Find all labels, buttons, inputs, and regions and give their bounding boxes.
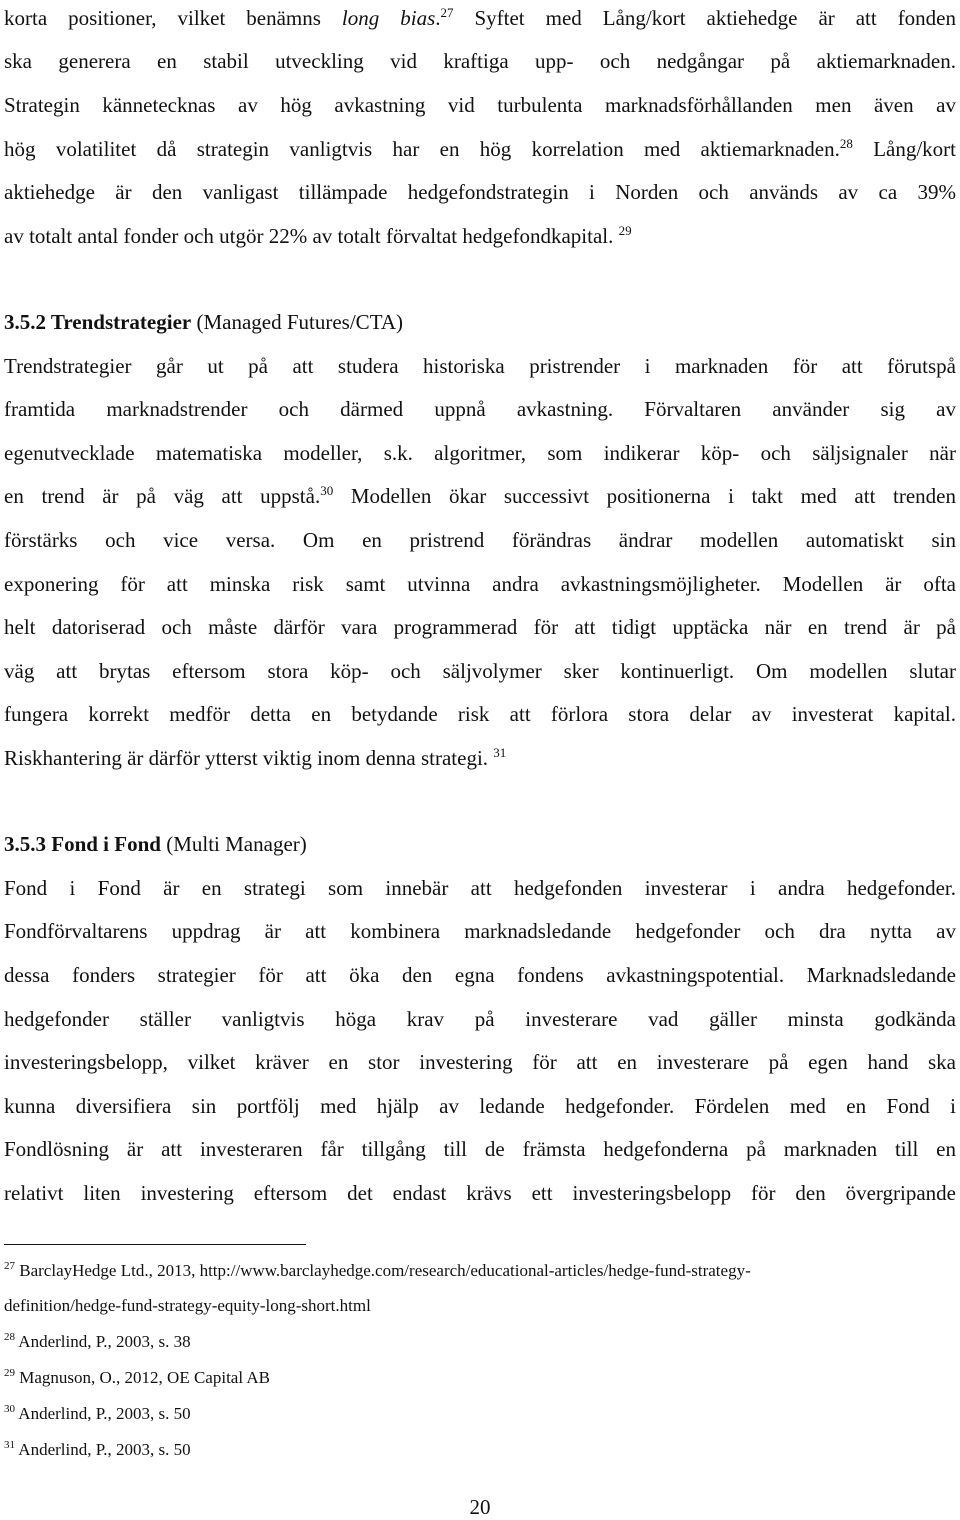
text-line: förstärks och vice versa. Om en pristrend förändras ändrar modellen automatiskt sin <box>4 528 956 552</box>
footnote-ref-28: 28 <box>839 136 853 151</box>
text-line: korta positioner, vilket benämns long bias.$^{27}$ Syftet med Lång/kort aktiehedge är att fonden <box>4 5 957 30</box>
section-heading-subtitle: (Multi Manager) <box>160 832 307 856</box>
text-line: Fondlösning är att investeraren får tillgång till de främsta hedgefonderna på marknaden till en <box>4 1137 956 1161</box>
section-heading-3-5-2 <box>4 309 956 335</box>
text-line: Fondförvaltarens uppdrag är att kombinera marknadsledande hedgefonder och dra nytta av <box>4 919 956 943</box>
text-line: egenutvecklade matematiska modeller, s.k. algoritmer, som indikerar köp- och säljsignaler när <box>4 441 956 465</box>
footnote-28: $^{28}$ Anderlind, P., 2003, s. 38 <box>4 1331 191 1351</box>
text-line: relativt liten investering eftersom det endast krävs ett investeringsbelopp för den övergripande <box>4 1181 956 1205</box>
footnote-ref-31: 31 <box>493 745 507 760</box>
footnote-ref-29: 29 <box>618 223 632 238</box>
text-line: exponering för att minska risk samt utvinna andra avkastningsmöjligheter. Modellen är ofta <box>4 572 956 596</box>
text-line: ska generera en stabil utveckling vid kraftiga upp- och nedgångar på aktiemarknaden. <box>4 49 956 73</box>
footnote-ref-30: 30 <box>320 483 334 498</box>
text-line: aktiehedge är den vanligast tillämpade hedgefondstrategin i Norden och används av ca 39% <box>4 180 956 204</box>
footnote-number: 30 <box>4 1403 15 1415</box>
footnote-number: 31 <box>4 1439 15 1451</box>
text-line: fungera korrekt medför detta en betydande risk att förlora stora delar av investerat kapital. <box>4 702 956 726</box>
text-line: hedgefonder ställer vanligtvis höga krav på investerare vad gäller minsta godkända <box>4 1007 956 1031</box>
footnote-27: $^{27}$ BarclayHedge Ltd., 2013, http://www.barclayhedge.com/research/educational-articles/hedge-fund-strategy- <box>4 1260 751 1280</box>
text-line: investeringsbelopp, vilket kräver en stor investering för att en investerare på egen hand ska <box>4 1050 956 1074</box>
footnote-number: 28 <box>4 1331 15 1343</box>
document-page <box>4 0 956 1517</box>
section-heading-subtitle: (Managed Futures/CTA) <box>191 310 403 334</box>
text-line: hög volatilitet då strategin vanligtvis har en hög korrelation med aktiemarknaden.$^{28}$ Lång/kort <box>4 136 957 161</box>
text-line: framtida marknadstrender och därmed uppnå avkastning. Förvaltaren använder sig av <box>4 397 956 421</box>
page-number: 20 <box>469 1495 491 1519</box>
footnote-31: $^{31}$ Anderlind, P., 2003, s. 50 <box>4 1439 191 1459</box>
text-line: Trendstrategier går ut på att studera historiska pristrender i marknaden för att förutspå <box>4 354 956 378</box>
text-line: Strategin kännetecknas av hög avkastning vid turbulenta marknadsförhållanden men även av <box>4 93 956 117</box>
footnote-30: $^{30}$ Anderlind, P., 2003, s. 50 <box>4 1403 191 1423</box>
footnote-27-continuation: definition/hedge-fund-strategy-equity-long-short.html <box>4 1296 371 1315</box>
text-line: kunna diversifiera sin portfölj med hjälp av ledande hedgefonder. Fördelen med en Fond i <box>4 1094 956 1118</box>
section-heading-title: 3.5.2 Trendstrategier <box>4 310 192 334</box>
text-line: Riskhantering är därför ytterst viktig inom denna strategi. $^{31}$ <box>4 745 507 770</box>
text-line: en trend är på väg att uppstå.$^{30}$ Modellen ökar successivt positionerna i takt med att trenden <box>4 483 956 508</box>
text-line: av totalt antal fonder och utgör 22% av totalt förvaltat hedgefondkapital. $^{29}$ <box>4 223 632 248</box>
section-heading-title: 3.5.3 Fond i Fond <box>4 832 161 856</box>
footnote-number: 27 <box>4 1260 15 1272</box>
text-line: helt datoriserad och måste därför vara programmerad för att tidigt upptäcka när en trend är på <box>4 615 956 639</box>
text-line: väg att brytas eftersom stora köp- och säljvolymer sker kontinuerligt. Om modellen slutar <box>4 659 956 683</box>
text-line: dessa fonders strategier för att öka den egna fondens avkastningspotential. Marknadsledande <box>4 963 956 987</box>
emphasis-long-bias: long bias <box>341 6 436 30</box>
footnote-ref-27: 27 <box>440 5 454 20</box>
footnote-separator <box>4 1244 306 1245</box>
footnote-number: 29 <box>4 1367 15 1379</box>
footnote-29: $^{29}$ Magnuson, O., 2012, OE Capital AB <box>4 1367 270 1387</box>
text-line: Fond i Fond är en strategi som innebär att hedgefonden investerar i andra hedgefonder. <box>4 876 956 900</box>
section-heading-3-5-3 <box>4 831 956 857</box>
